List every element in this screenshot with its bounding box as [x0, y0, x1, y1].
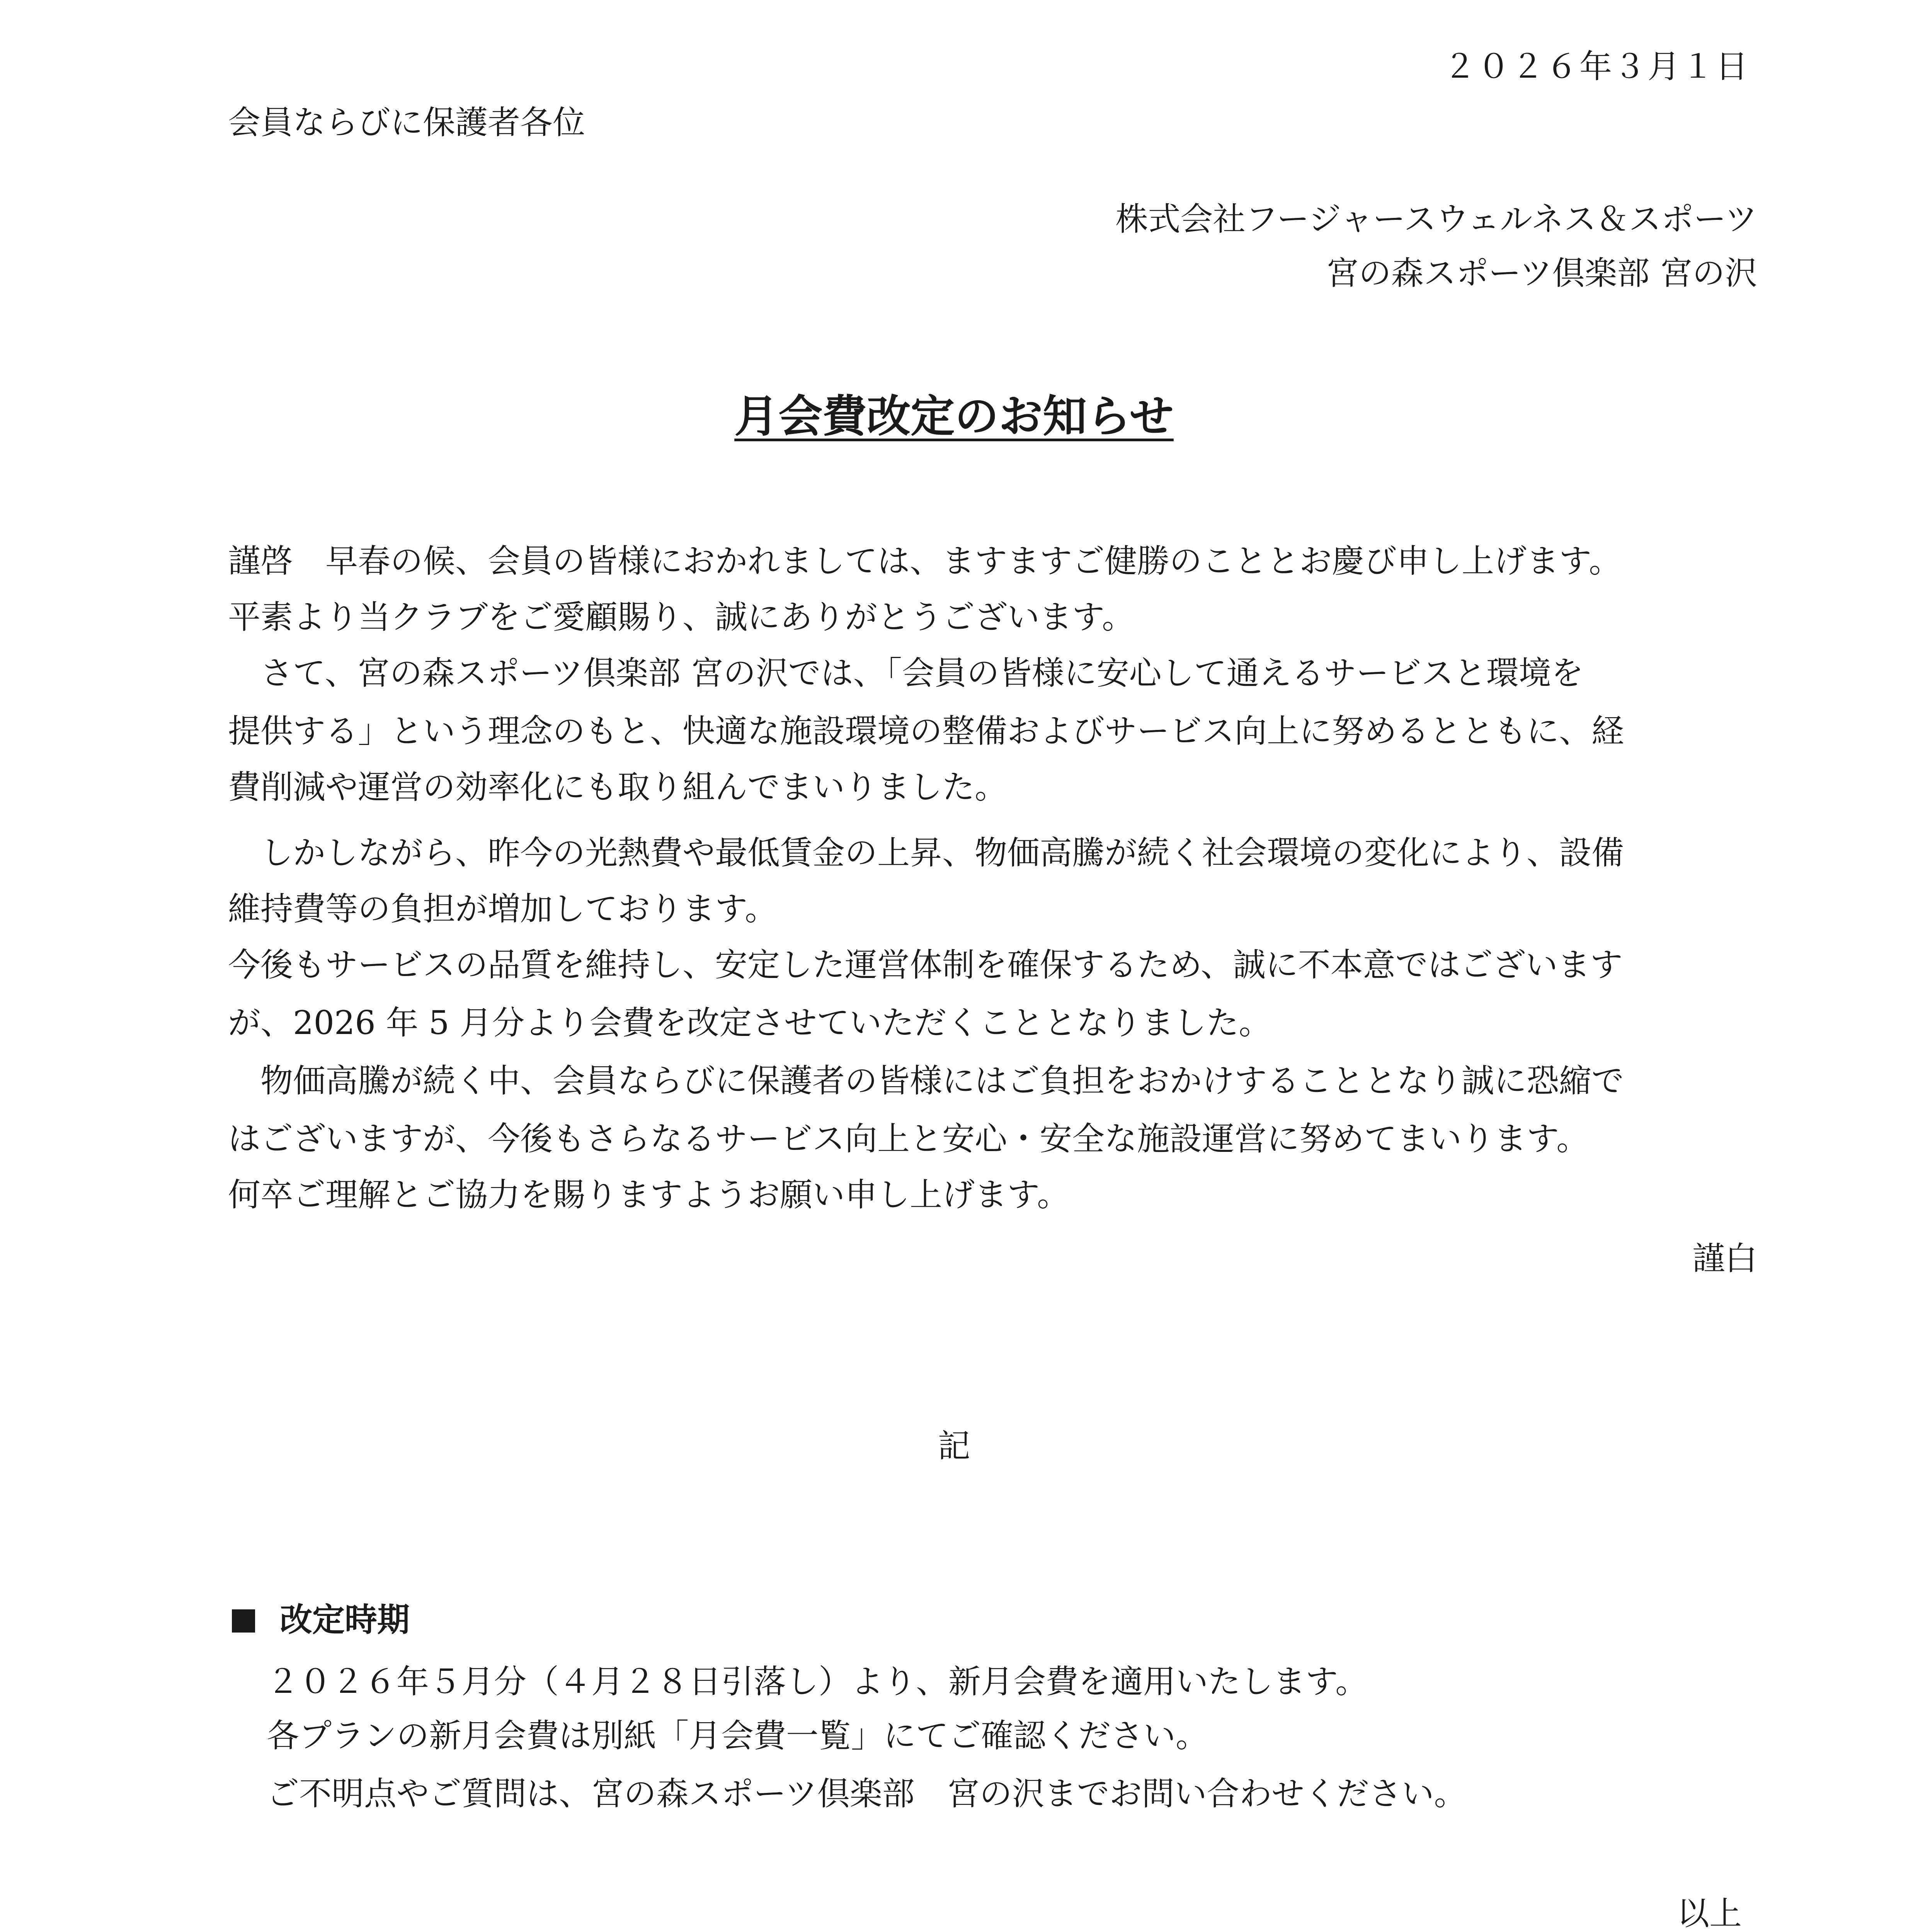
body-line-1: 謹啓 早春の候、会員の皆様におかれましては、ますますご健勝のこととお慶び申し上げます。 [228, 542, 1622, 580]
ki-marker: 記 [938, 1427, 970, 1465]
section-heading [232, 1601, 410, 1639]
ijou: 以上 [1677, 1895, 1742, 1932]
section-line-1: ２０２６年５月分（４月２８日引落し）より、新月会費を適用いたします。 [267, 1663, 1368, 1701]
body-line-6: しかしながら、昨今の光熱費や最低賃金の上昇、物価高騰が続く社会環境の変化により、設備 [228, 834, 1624, 872]
document-title [0, 390, 1908, 442]
section-line-3: ご不明点やご質問は、宮の森スポーツ倶楽部 宮の沢までお問い合わせください。 [267, 1775, 1467, 1813]
body-line-8: 今後もサービスの品質を維持し、安定した運営体制を確保するため、誠に不本意ではございます [228, 946, 1623, 984]
body-line-4: 提供する」という理念のもと、快適な施設環境の整備およびサービス向上に努めるとともに、経 [228, 712, 1624, 750]
section-line-2: 各プランの新月会費は別紙「月会費一覧」にてご確認ください。 [267, 1717, 1208, 1755]
body-line-2: 平素より当クラブをご愛顧賜り、誠にありがとうございます。 [228, 598, 1135, 636]
sender-club: 宮の森スポーツ倶楽部 宮の沢 [1326, 254, 1757, 292]
section-heading-text: 改定時期 [280, 1601, 410, 1639]
body-line-9: が、2026 年 5 月分より会費を改定させていただくこととなりました。 [228, 1004, 1271, 1042]
body-line-10: 物価高騰が続く中、会員ならびに保護者の皆様にはご負担をおかけすることとなり誠に恐縮で [228, 1062, 1624, 1100]
body-line-7: 維持費等の負担が増加しております。 [228, 890, 778, 928]
body-line-3: さて、宮の森スポーツ倶楽部 宮の沢では、「会員の皆様に安心して通えるサービスと環境を [228, 654, 1584, 692]
closing-kinpaku: 謹白 [1692, 1240, 1757, 1277]
body-line-11: はございますが、今後もさらなるサービス向上と安心・安全な施設運営に努めてまいります。 [228, 1120, 1589, 1158]
body-line-5: 費削減や運営の効率化にも取り組んでまいりました。 [228, 768, 1008, 806]
document-date: ２０２６年３月１日 [1443, 48, 1750, 85]
document-title-text: 月会費改定のお知らせ [734, 390, 1174, 442]
body-line-12: 何卒ご理解とご協力を賜りますようお願い申し上げます。 [228, 1176, 1070, 1214]
recipient: 会員ならびに保護者各位 [228, 104, 586, 141]
black-square-icon [232, 1609, 255, 1633]
sender-company: 株式会社フージャースウェルネス＆スポーツ [1115, 200, 1757, 238]
